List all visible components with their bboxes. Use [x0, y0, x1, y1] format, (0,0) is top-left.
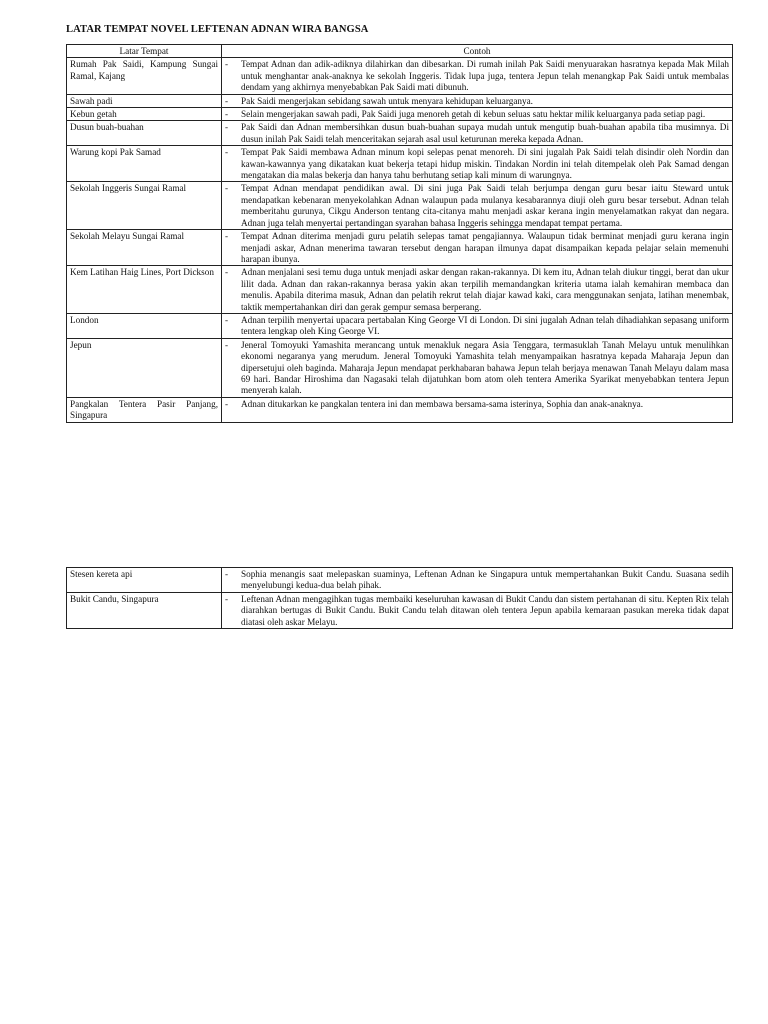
setting-example: Leftenan Adnan mengagihkan tugas membaiki keseluruhan kawasan di Bukit Candu dan sistem pertahanan di situ. Kepten Rix telah diarahkan bertugas di Bukit Candu. Bukit Candu telah ditawan oleh tentera Jepun apabila kemaraan pasukan mereka tidak dapat diatasi oleh askar Melayu.: [241, 593, 729, 627]
setting-example: Pak Saidi dan Adnan membersihkan dusun buah-buahan supaya mudah untuk mengutip buah-buahan apabila tiba musimnya. Di dusun inilah Pak Saidi telah menceritakan sejarah asal usul keturunan mereka kepada Adnan.: [241, 122, 729, 144]
setting-example: Adnan menjalani sesi temu duga untuk menjadi askar dengan rakan-rakannya. Di kem itu, Adnan telah diukur tinggi, berat dan ukur lilit dada. Adnan dan rakan-rakannya berasa yakin akan terpilih memandangkan kriteria utama ialah kemahiran membaca dan menulis. Apabila diterima masuk, Adnan dan pelatih rekrut telah diajar kawad kaki, cara menggunakan senjata, latihan menembak, taktik mempertahankan diri dan gerak gempur semasa berperang.: [241, 267, 729, 312]
table-row: [67, 58, 733, 94]
setting-example-cell: [222, 230, 733, 266]
setting-example-cell: [222, 182, 733, 230]
setting-place: Bukit Candu, Singapura: [67, 592, 222, 628]
table-row: [67, 397, 733, 422]
bullet-dash: -: [225, 398, 229, 409]
setting-example: Adnan ditukarkan ke pangkalan tentera ini dan membawa bersama-sama isterinya, Sophia dan anak-anaknya.: [241, 398, 644, 409]
setting-example: Adnan terpilih menyertai upacara pertabalan King George VI di London. Di sini jugalah Adnan telah dihadiahkan sepasang uniform tentera lengkap oleh King George VI.: [241, 314, 729, 337]
bullet-dash: -: [225, 569, 229, 579]
setting-example: Sophia menangis saat melepaskan suaminya, Leftenan Adnan ke Singapura untuk mempertahankan Bukit Candu. Suasana sedih menyelubungi kedua-dua belah pihak.: [241, 569, 729, 591]
setting-example: Selain mengerjakan sawah padi, Pak Saidi juga menoreh getah di kebun seluas satu hektar milik keluarganya pada setiap pagi.: [241, 109, 706, 120]
bullet-dash: -: [225, 147, 229, 158]
header-place: Latar Tempat: [67, 45, 222, 58]
bullet-dash: -: [225, 339, 229, 350]
table-row: [67, 568, 733, 593]
table-row: [67, 94, 733, 107]
bullet-dash: -: [225, 183, 229, 194]
setting-example-cell: [222, 568, 733, 593]
setting-example-cell: [222, 397, 733, 422]
table-row: [67, 338, 733, 397]
bullet-dash: -: [225, 314, 229, 325]
setting-place: Kebun getah: [67, 108, 222, 121]
setting-place: Kem Latihan Haig Lines, Port Dickson: [67, 266, 222, 314]
bullet-dash: -: [225, 95, 229, 106]
setting-example: Tempat Adnan diterima menjadi guru pelatih selepas tamat pengajiannya. Walaupun tidak berminat menjadi guru kerana ingin menjadi askar, Adnan menerima tawaran tersebut dengan harapan ilmunya dapat disampaikan kepada pelajar selain memenuhi harapan ibunya.: [241, 231, 729, 264]
setting-place: Sekolah Melayu Sungai Ramal: [67, 230, 222, 266]
setting-example: Tempat Pak Saidi membawa Adnan minum kopi selepas penat menoreh. Di sini jugalah Pak Saidi telah disindir oleh Nordin dan kawan-kawannya yang dikatakan kuat bekerja tetapi hidup miskin. Tindakan Nordin ini telah ditempelak oleh Pak Samad dengan mengatakan dia malas bekerja dan hanya tahu berhutang setiap kali minum di warungnya.: [241, 147, 729, 181]
table-row: [67, 313, 733, 338]
setting-example-cell: [222, 313, 733, 338]
table-header-row: [67, 45, 733, 58]
setting-example: Pak Saidi mengerjakan sebidang sawah untuk menyara kehidupan keluarganya.: [241, 95, 533, 106]
setting-place: Sekolah Inggeris Sungai Ramal: [67, 182, 222, 230]
setting-place: Sawah padi: [67, 94, 222, 107]
setting-place: London: [67, 313, 222, 338]
bullet-dash: -: [225, 593, 229, 604]
setting-example-cell: [222, 94, 733, 107]
setting-example-cell: [222, 121, 733, 146]
setting-example: Jeneral Tomoyuki Yamashita merancang untuk menakluk negara Asia Tenggara, termasuklah Tanah Melayu untuk menulihkan ekonomi negaranya yang merudum. Jeneral Tomoyuki Yamashita telah menyampaikan hasratnya kepada Maharaja Jepun dan dipersetujui oleh baginda. Maharaja Jepun mendapat perkhabaran bahawa Jepun telah berjaya menawan Tanah Melayu dalam masa 69 hari. Bandar Hiroshima dan Nagasaki telah dijatuhkan bom atom oleh tentera Amerika Syarikat menyebabkan tentera Jepun menyerah kalah.: [241, 339, 729, 396]
setting-place: Warung kopi Pak Samad: [67, 146, 222, 182]
setting-table-continued: [66, 567, 733, 629]
setting-place: Jepun: [67, 338, 222, 397]
bullet-dash: -: [225, 59, 229, 70]
setting-example-cell: [222, 146, 733, 182]
setting-example-cell: [222, 338, 733, 397]
bullet-dash: -: [225, 231, 229, 242]
setting-place: Rumah Pak Saidi, Kampung Sungai Ramal, Kajang: [67, 58, 222, 94]
document-title: LATAR TEMPAT NOVEL LEFTENAN ADNAN WIRA BANGSA: [66, 24, 369, 35]
table-row: [67, 108, 733, 121]
bullet-dash: -: [225, 109, 229, 120]
table-row: [67, 146, 733, 182]
header-example: Contoh: [222, 45, 733, 58]
table-row: [67, 121, 733, 146]
table-row: [67, 592, 733, 628]
setting-table: [66, 44, 733, 423]
table-row: [67, 230, 733, 266]
setting-example-cell: [222, 592, 733, 628]
setting-example-cell: [222, 266, 733, 314]
setting-example-cell: [222, 108, 733, 121]
setting-place: Stesen kereta api: [67, 568, 222, 593]
setting-place: Dusun buah-buahan: [67, 121, 222, 146]
setting-example-cell: [222, 58, 733, 94]
table-row: [67, 182, 733, 230]
bullet-dash: -: [225, 122, 229, 133]
setting-example: Tempat Adnan dan adik-adiknya dilahirkan dan dibesarkan. Di rumah inilah Pak Saidi menyuarakan hasratnya kepada Mak Milah untuk menghantar anak-anaknya ke sekolah Inggeris. Tidak lupa juga, tentera Jepun telah menangkap Pak Saidi untuk membalas dendam yang akhirnya menyebabkan Pak Saidi mati dibunuh.: [241, 59, 729, 93]
table-row: [67, 266, 733, 314]
setting-example: Tempat Adnan mendapat pendidikan awal. Di sini juga Pak Saidi telah berjumpa dengan guru besar iaitu Steward untuk mendapatkan kebenaran menyekolahkan Adnan walaupun pada mulanya kesabarannya diuji oleh guru besar tersebut. Adnan telah memberitahu gurunya, Cikgu Anderson tentang cita-citanya mahu menjadi askar kerana ingin menyelamatkan rakyat dan negara. Adnan juga telah menyertai pertandingan syarahan bahasa Inggeris sehingga mendapat tempat pertama.: [241, 183, 729, 228]
setting-place: Pangkalan Tentera Pasir Panjang, Singapura: [67, 397, 222, 422]
bullet-dash: -: [225, 267, 229, 278]
